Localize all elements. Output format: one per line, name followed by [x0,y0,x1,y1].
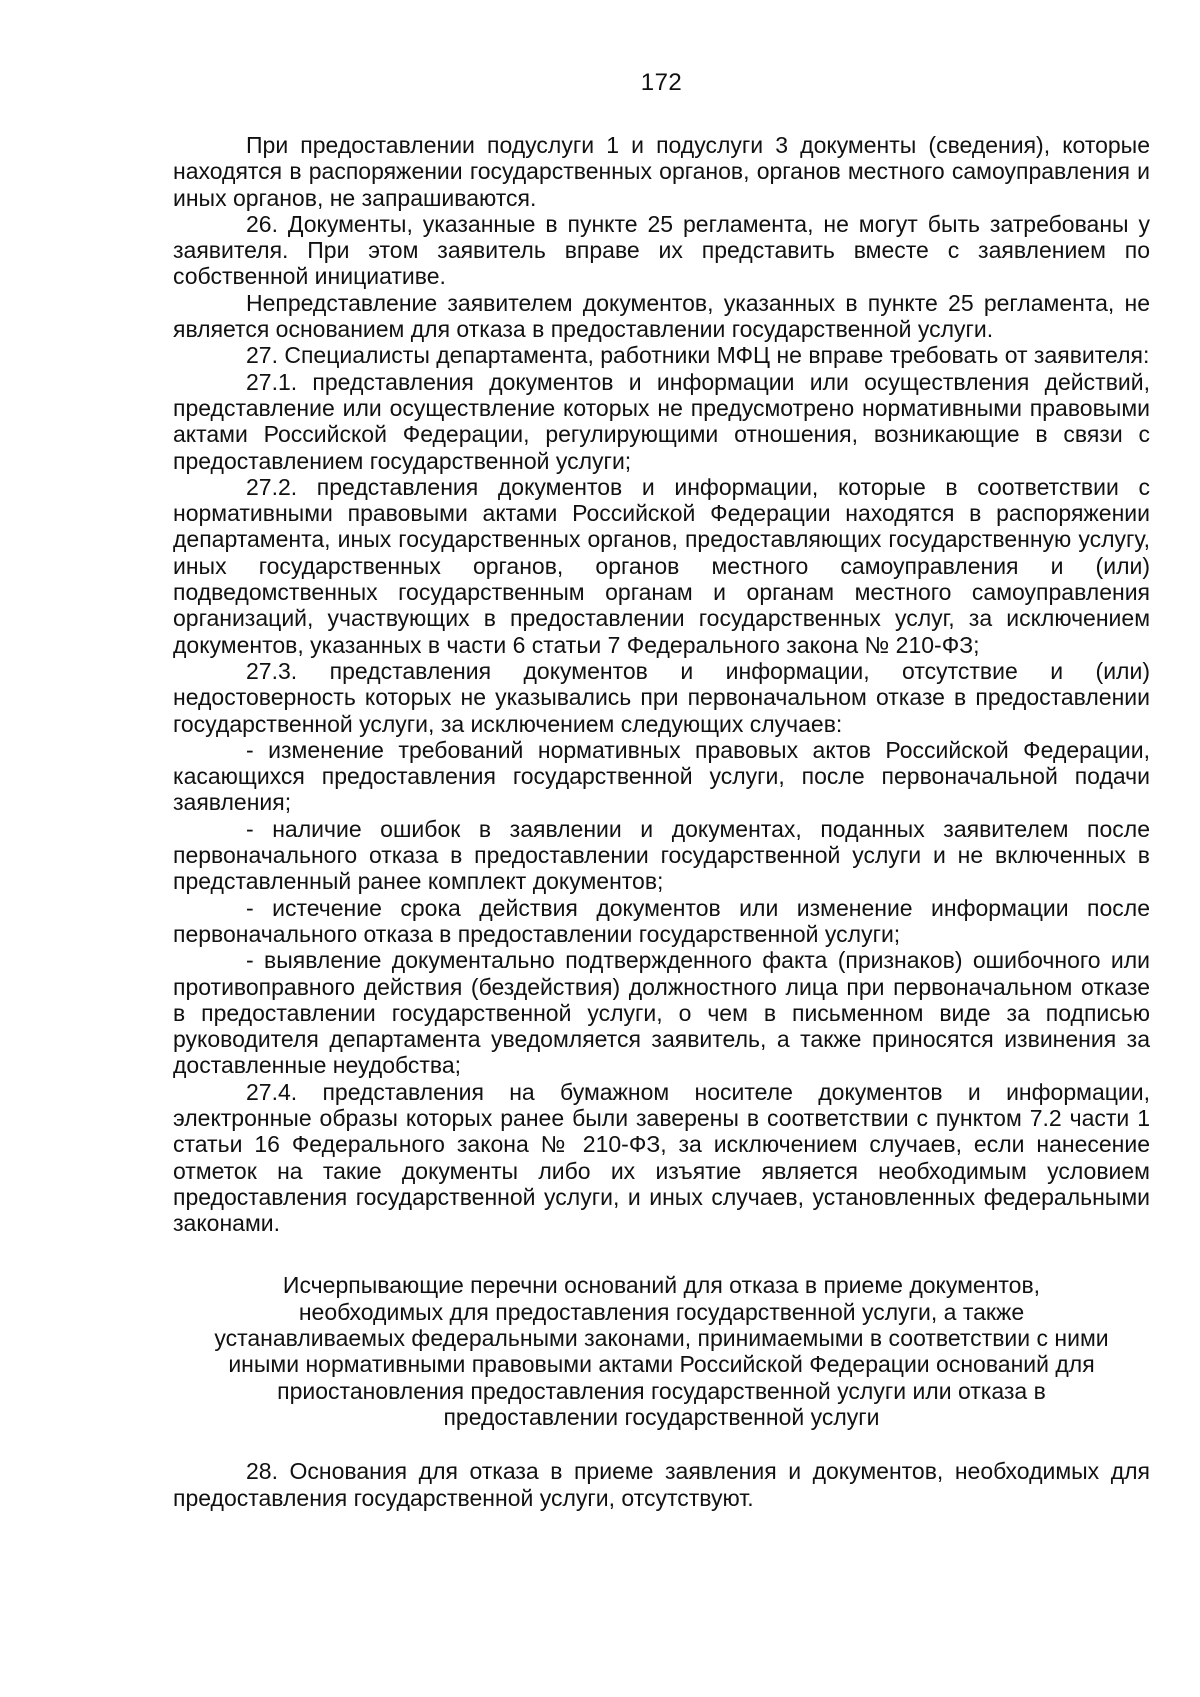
paragraph: 26. Документы, указанные в пункте 25 регламента, не могут быть затребованы у заявителя. При этом заявитель вправе их представить вместе с заявлением по собственной инициативе. [173,210,1150,290]
page-number: 172 [640,69,683,96]
section-heading-line: приостановления предоставления государственной услуги или отказа в [277,1377,1046,1404]
document-page [173,66,1150,1511]
list-item: - выявление документально подтвержденного факта (признаков) ошибочного или противоправного действия (бездействия) должностного лица при первоначальном отказе в предоставлении государственной услуги, о чем в письменном виде за подписью руководителя департамента уведомляется заявитель, а также приносятся извинения за доставленные неудобства; [173,947,1150,1079]
section-heading-line: Исчерпывающие перечни оснований для отказа в приеме документов, [282,1272,1041,1299]
section-heading-line: устанавливаемых федеральными законами, принимаемыми в соответствии с ними [214,1325,1109,1352]
paragraph: Непредставление заявителем документов, указанных в пункте 25 регламента, не является основанием для отказа в предоставлении государственной услуги. [173,289,1150,343]
list-item: - истечение срока действия документов или изменение информации после первоначального отказа в предоставлении государственной услуги; [173,894,1150,947]
section-heading [173,1272,1150,1430]
paragraph: При предоставлении подуслуги 1 и подуслуги 3 документы (сведения), которые находятся в распоряжении государственных органов, органов местного самоуправления и иных органов, не запрашиваются. [173,132,1150,211]
section-heading-line: предоставлении государственной услуги [443,1403,880,1430]
paragraph: 27.1. представления документов и информации или осуществления действий, представление или осуществление которых не предусмотрено нормативными правовыми актами Российской Федерации, регулирующими отношения, возникающие в связи с предоставлением государственной услуги; [173,368,1150,474]
paragraph: 27.3. представления документов и информации, отсутствие и (или) недостоверность которых не указывались при первоначальном отказе в предоставлении государственной услуги, за исключением следующих случаев: [173,657,1150,737]
paragraph: 27.4. представления на бумажном носителе документов и информации, электронные образы которых ранее были заверены в соответствии с пунктом 7.2 части 1 статьи 16 Федерального закона № 210-ФЗ, за исключением случаев, если нанесение отметок на такие документы либо их изъятие является необходимым условием предоставления государственной услуги, и иных случаев, установленных федеральными законами. [173,1078,1150,1237]
section-heading-line: иными нормативными правовыми актами Российской Федерации оснований для [228,1351,1095,1378]
paragraph: 28. Основания для отказа в приеме заявления и документов, необходимых для предоставления государственной услуги, отсутствуют. [173,1458,1150,1511]
list-item: - изменение требований нормативных правовых актов Российской Федерации, касающихся предоставления государственной услуги, после первоначальной подачи заявления; [173,736,1150,816]
paragraph: 27.2. представления документов и информации, которые в соответствии с нормативными правовыми актами Российской Федерации находятся в распоряжении департамента, иных государственных органов, предоставляющих государственную услугу, иных государственных органов, органов местного самоуправления и (или) подведомственных государственным органам и органам местного самоуправления организаций, участвующих в предоставлении государственных услуг, за исключением документов, указанных в части 6 статьи 7 Федерального закона № 210-ФЗ; [173,473,1150,658]
list-item: - наличие ошибок в заявлении и документах, поданных заявителем после первоначального отказа в предоставлении государственной услуги и не включенных в представленный ранее комплект документов; [173,815,1150,895]
section-heading-line: необходимых для предоставления государственной услуги, а также [298,1298,1025,1325]
paragraph: 27. Специалисты департамента, работники МФЦ не вправе требовать от заявителя: [246,342,1150,369]
